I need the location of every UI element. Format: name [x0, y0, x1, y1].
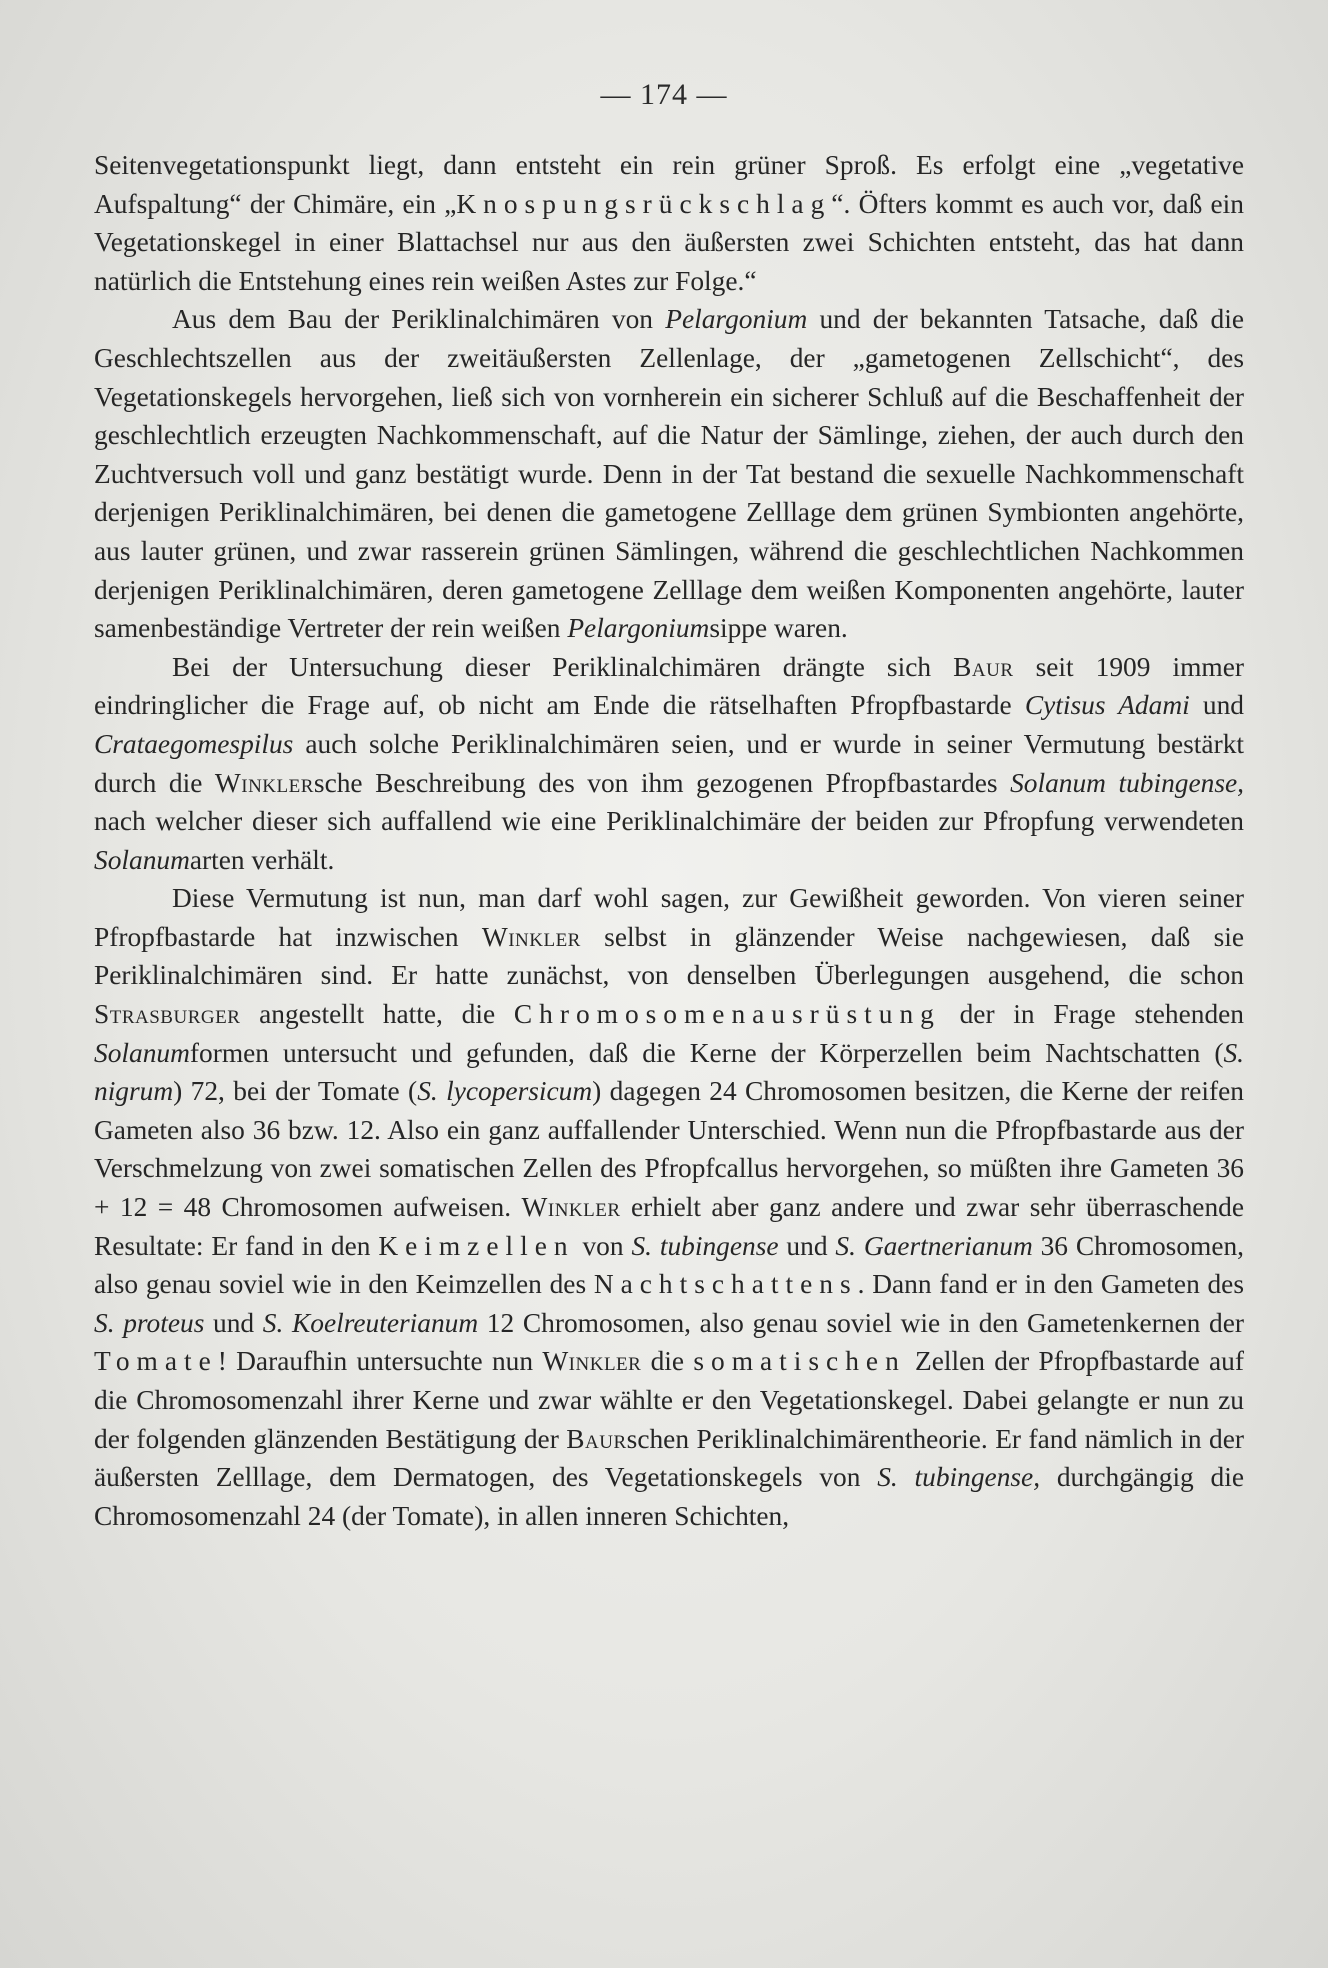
- paragraph: [94, 879, 1244, 1535]
- text-sc: Winkler: [542, 1346, 642, 1377]
- text-it: S. nigrum: [94, 1037, 1244, 1107]
- text-run: der in Frage stehenden: [940, 999, 1244, 1030]
- text-run: arten verhält.: [189, 844, 335, 875]
- text-run: formen untersucht und gefunden, daß die Kerne der Körperzellen beim Nachtschatten (: [189, 1037, 1224, 1068]
- text-run: ) 72, bei der Tomate (: [173, 1076, 418, 1107]
- text-run: seit 1909 immer eindringlicher die Frage auf, ob nicht am Ende die rätselhaften Pfropfbastarde: [94, 651, 1244, 721]
- text-sc: Strasburger: [94, 999, 241, 1030]
- text-run: und: [204, 1307, 263, 1338]
- paragraph: [94, 300, 1244, 647]
- text-sc: Winkler: [214, 767, 314, 798]
- text-it: S. tubingense,: [877, 1462, 1041, 1493]
- paragraph: [94, 146, 1244, 300]
- text-it: S. Gaertnerianum: [835, 1230, 1033, 1261]
- text-run: Diese Vermutung ist nun, man darf wohl sagen, zur Gewißheit geworden. Von vieren seiner Pfropfbastarde hat inzwischen: [94, 883, 1244, 952]
- text-it: Crataegomespilus: [94, 728, 294, 759]
- text-run: Aus dem Bau der Periklinalchimären von: [172, 304, 666, 335]
- page-body-text: [94, 146, 1244, 1535]
- text-run: und der bekannten Tatsache, daß die Geschlechtszellen aus der zweitäußersten Zellenlage, der „gametogenen Zellschicht“, des Vegetationskegels hervorgehen, ließ sich von vornherein ein sicherer Schluß auf die Beschaffenheit der geschlechtlich erzeugten Nachkommenschaft, auf die Natur der Sämlinge, ziehen, der auch durch den Zuchtversuch voll und ganz bestätigt wurde. Denn in der Tat bestand die sexuelle Nachkommenschaft derjenigen Periklinalchimären, bei denen die gametogene Zelllage dem grünen Symbionten angehörte, aus lauter grünen, und zwar rasserein grünen Sämlingen, während die geschlechtlichen Nachkommen derjenigen Periklinalchimären, deren gametogene Zelllage dem weißen Komponenten angehörte, lauter samenbeständige Vertreter der rein weißen: [94, 304, 1244, 644]
- text-it: S. tubingense: [631, 1230, 779, 1261]
- text-run: angestellt hatte, die: [240, 999, 514, 1030]
- text-run: und: [1189, 690, 1245, 721]
- text-it: Pelargonium: [567, 613, 710, 644]
- text-it: Solanum: [94, 844, 190, 875]
- text-sp: Tomate: [94, 1346, 218, 1377]
- text-run: durchgängig die Chromosomenzahl 24 (der Tomate), in allen inneren Schichten,: [94, 1462, 1244, 1531]
- text-sc: Winkler: [521, 1192, 621, 1223]
- text-run: Zellen der Pfropfbastarde auf die Chromosomenzahl ihrer Kerne und zwar wählte er den Vegetationskegel. Dabei gelangte er nun zu der folgenden glänzenden Bestätigung der: [94, 1346, 1244, 1454]
- text-sp: Keimzellen: [378, 1230, 575, 1261]
- text-run: erhielt aber ganz andere und zwar sehr überraschende Resultate: Er fand in den: [94, 1192, 1244, 1261]
- text-run: ) dagegen 24 Chromosomen besitzen, die Kerne der reifen Gameten also 36 bzw. 12. Also ein ganz auffallender Unterschied. Wenn nun die Pfropfbastarde aus der Verschmelzung von zwei somatischen Zellen des Pfropfcallus hervorgehen, so müßten ihre Gameten 36 + 12 = 48 Chromosomen aufweisen.: [94, 1076, 1244, 1223]
- text-run: und: [778, 1230, 836, 1261]
- text-run: 12 Chromosomen, also genau soviel wie in den Gametenkernen der: [478, 1307, 1245, 1338]
- text-it: Pelargonium: [665, 304, 808, 335]
- text-sc: Baur: [953, 651, 1014, 682]
- text-run: nach welcher dieser sich auffallend wie eine Periklinalchimäre der beiden zur Pfropfung verwendeten: [94, 806, 1244, 837]
- text-run: ! Daraufhin untersuchte nun: [217, 1346, 543, 1377]
- text-run: “. Öfters kommt es auch vor, daß ein Vegetationskegel in einer Blattachsel nur aus den äußersten zwei Schichten entsteht, das hat dann natürlich die Entstehung eines rein weißen Astes zur Folge.“: [94, 188, 1244, 296]
- text-run: . Dann fand er in den Gameten des: [857, 1269, 1244, 1300]
- paragraph: [94, 648, 1244, 880]
- text-run: die: [641, 1346, 694, 1377]
- text-run: selbst in glänzender Weise nachgewiesen, daß sie Periklinalchimären sind. Er hatte zunächst, von denselben Überlegungen ausgehend, die schon: [94, 921, 1245, 991]
- text-it: Solanum tubingense,: [1010, 767, 1245, 798]
- text-run: Bei der Untersuchung dieser Periklinalchimären drängte sich: [172, 651, 954, 682]
- text-sc: Baur: [566, 1423, 627, 1454]
- text-it: S. Koelreuterianum: [262, 1307, 479, 1338]
- text-run: 36 Chromosomen, also genau soviel wie in den Keimzellen des: [94, 1230, 1245, 1300]
- text-it: Solanum: [94, 1037, 190, 1068]
- text-it: S. proteus: [94, 1307, 205, 1338]
- text-run: sippe waren.: [709, 613, 848, 644]
- text-sp: Knospungsrückschlag: [456, 188, 832, 219]
- text-it: Cytisus Adami: [1024, 690, 1190, 721]
- text-run: Seitenvegetationspunkt liegt, dann entsteht ein rein grüner Sproß. Es erfolgt eine „vegetative Aufspaltung“ der Chimäre, ein „: [94, 150, 1244, 219]
- text-it: S. lycopersicum: [417, 1076, 593, 1107]
- text-run: von: [574, 1230, 632, 1261]
- text-run: schen Periklinalchimärentheorie. Er fand nämlich in der äußersten Zelllage, dem Dermatogen, des Vegetationskegels von: [94, 1423, 1245, 1493]
- text-run: sche Beschreibung des von ihm gezogenen Pfropfbastardes: [313, 767, 1011, 798]
- text-sc: Winkler: [481, 921, 581, 952]
- text-sp: somatischen: [693, 1346, 906, 1377]
- text-run: auch solche Periklinalchimären seien, und er wurde in seiner Vermutung bestärkt durch die: [94, 728, 1244, 798]
- page-number: — 174 —: [600, 78, 728, 111]
- text-sp: Chromosomenausrüstung: [513, 999, 941, 1030]
- text-sp: Nachtschattens: [593, 1269, 858, 1300]
